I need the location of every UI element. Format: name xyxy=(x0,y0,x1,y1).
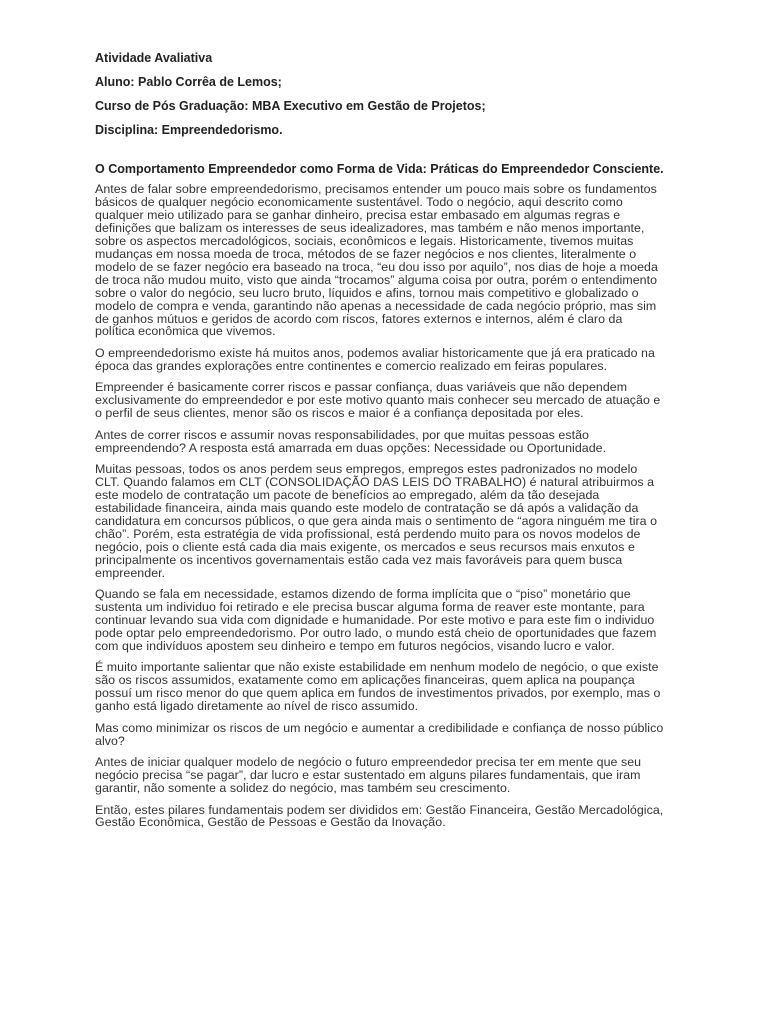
course-name: Curso de Pós Graduação: MBA Executivo em Gestão de Projetos; xyxy=(95,99,486,113)
paragraph: Antes de iniciar qualquer modelo de negócio o futuro empreendedor precisa ter em mente que seu negócio precisa “se pagar”, dar lucro e estar sustentado em alguns pilares fundamentais, que iram garantir, não somente a solidez do negócio, mas também seu crescimento. xyxy=(95,755,642,796)
essay-title: O Comportamento Empreendedor como Forma de Vida: Práticas do Empreendedor Consciente. xyxy=(95,162,664,176)
paragraph: Empreender é basicamente correr riscos e passar confiança, duas variáveis que não dependem exclusivamente do empreendedor e por este motivo quanto mais conhecer seu mercado de atuação e o perfil de seus clientes, menor são os riscos e maior é a confiança depositada por eles. xyxy=(95,380,661,421)
paragraph: Mas como minimizar os riscos de um negócio e aumentar a credibilidade e confiança de nosso público alvo? xyxy=(95,720,664,748)
document-page xyxy=(95,50,665,838)
paragraph: O empreendedorismo existe há muitos anos, podemos avaliar historicamente que já era praticado na época das grandes explorações entre continentes e comercio realizado em feiras populares. xyxy=(95,345,655,373)
paragraph: Então, estes pilares fundamentais podem ser divididos em: Gestão Financeira, Gestão Mercadológica, Gestão Econômica, Gestão de Pessoas e Gestão da Inovação. xyxy=(95,802,664,830)
paragraph: Muitas pessoas, todos os anos perdem seus empregos, empregos estes padronizados no modelo CLT. Quando falamos em CLT (CONSOLIDAÇÃO DAS LEIS DO TRABALHO) é natural atribuirmos a este modelo de contratação um pacote de benefícios ao empregado, além da tão desejada estabilidade financeira, ainda mais quando este modelo de contratação se dá após a validação da candidatura em concursos públicos, o que gera ainda mais o sentimento de “agora ninguém me tira o chão”. Porém, esta estratégia de vida profissional, está perdendo muito para os novos modelos de negócio, pois o cliente está cada dia mais exigente, os mercados e seus recursos mais enxutos e principalmente os incentivos governamentais estão cada vez mais favoráveis para quem busca empreender. xyxy=(95,462,658,580)
paragraph: Quando se fala em necessidade, estamos dizendo de forma implícita que o “piso” monetário que sustenta um individuo foi retirado e ele precisa buscar alguma forma de reaver este montante, para continuar levando sua vida com dignidade e humanidade. Por este motivo e para este fim o individuo pode optar pelo empreendedorismo. Por outro lado, o mundo está cheio de oportunidades que fazem com que indivíduos apostem seu dinheiro e tempo em futuros negócios, visando lucro e valor. xyxy=(95,587,657,653)
paragraph: Antes de correr riscos e assumir novas responsabilidades, por que muitas pessoas estão empreendendo? A resposta está amarrada em duas opções: Necessidade ou Oportunidade. xyxy=(95,427,607,455)
student-name: Aluno: Pablo Corrêa de Lemos; xyxy=(95,75,282,89)
paragraph: É muito importante salientar que não existe estabilidade em nenhum modelo de negócio, o que existe são os riscos assumidos, exatamente como em aplicações financeiras, quem aplica na poupança possuí um risco menor do que quem aplica em fundos de investimentos privados, por exemplo, mas o ganho está ligado diretamente ao nível de risco assumido. xyxy=(95,660,661,714)
discipline-name: Disciplina: Empreendedorismo. xyxy=(95,123,283,137)
activity-heading: Atividade Avaliativa xyxy=(95,51,213,65)
paragraph: Antes de falar sobre empreendedorismo, precisamos entender um pouco mais sobre os fundamentos básicos de qualquer negócio economicamente sustentável. Todo o negócio, aqui descrito como qualquer meio utilizado para se ganhar dinheiro, precisa estar embasado em algumas regras e definições que balizam os interesses de seus idealizadores, mas também e não menos importante, sobre os aspectos mercadológicos, sociais, econômicos e legais. Historicamente, tivemos muitas mudanças em nossa moeda de troca, métodos de se fazer negócios e nos clientes, literalmente o modelo de se fazer negócio era baseado na troca, “eu dou isso por aquilo”, nos dias de hoje a moeda de troca não mudou muito, visto que ainda “trocamos” alguma coisa por outra, porém o entendimento sobre o valor do negócio, seu lucro bruto, líquidos e afins, tornou mais competitivo e globalizado o modelo de compra e venda, garantindo não apenas a necessidade de cada negócio próprio, mas sim de ganhos mútuos e geridos de acordo com riscos, fatores externos e internos, além é claro da política econômica que vivemos. xyxy=(95,182,658,339)
